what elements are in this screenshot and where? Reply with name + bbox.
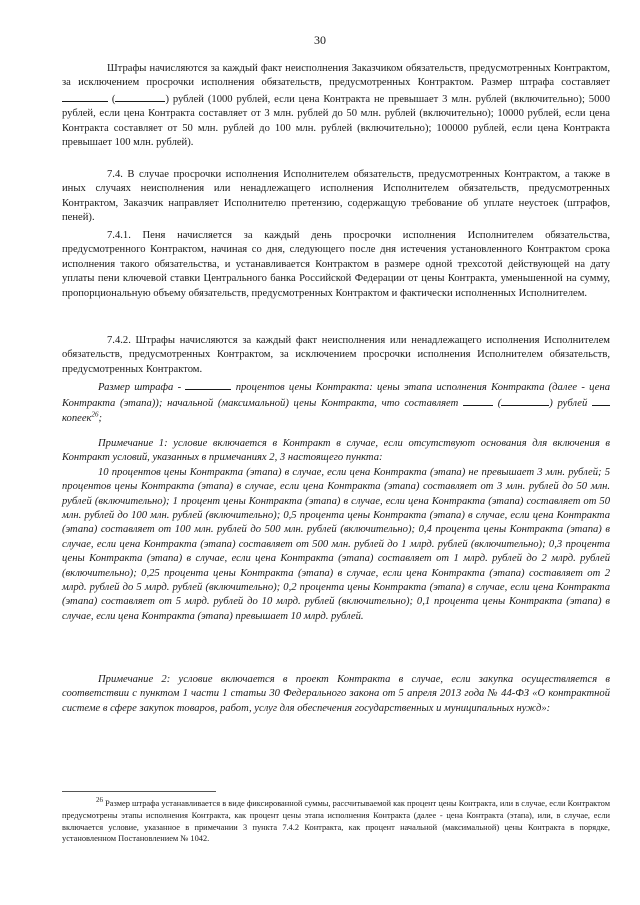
clause-text: Размер штрафа - bbox=[98, 382, 182, 393]
clause-7-4 bbox=[62, 168, 610, 226]
fine-size-clause bbox=[62, 379, 610, 426]
clause-text: копеек bbox=[62, 412, 92, 424]
clause-text: ( bbox=[497, 398, 502, 410]
clause-text: ; bbox=[98, 412, 103, 424]
rubles-blank bbox=[463, 395, 493, 406]
percent-blank bbox=[185, 379, 231, 390]
page-number: 30 bbox=[314, 33, 326, 47]
footnote-marker: 26 bbox=[96, 796, 103, 805]
clause-text: ) рублей bbox=[549, 398, 588, 410]
footnote-text: Размер штрафа устанавливается в виде фиксированной суммы, рассчитываемой как процент цены Контракта, или в случае, если Контрактом предусмотрены этапы исполнения Контракта, как процент цены этапа исполнения Контракта (далее - цена Контракта (этапа), или, в случае, если включается условие, указанное в примечании 3 пункта 7.4.2 Контракта, как процент начальной (максимальной) цены Контракта в порядке, установленном Постановлением № 1042. bbox=[62, 799, 610, 844]
fine-amount-blank bbox=[62, 91, 108, 102]
note-2 bbox=[62, 673, 610, 716]
note-body: Примечание 2: условие включается в проект Контракта в случае, если закупка осуществляется в соответствии с пунктом 1 части 1 статьи 30 Федерального закона от 5 апреля 2013 года № 44-ФЗ «О контрактной системе в сфере закупок товаров, работ, услуг для обеспечения государственных и муниципальных нужд»: bbox=[62, 674, 610, 714]
clause-7-4-2 bbox=[62, 334, 610, 377]
clause-customer-fines bbox=[62, 62, 610, 150]
note-1 bbox=[62, 437, 610, 624]
clause-text: ( bbox=[111, 93, 116, 105]
footnote bbox=[62, 798, 610, 845]
footnote-ref: 26 bbox=[91, 410, 99, 419]
clause-text: 7.4. В случае просрочки исполнения Исполнителем обязательств, предусмотренных Контрактом, а также в иных случаях неисполнения или ненадлежащего исполнения Исполнителем обязательств, предусмотренных Контрактом, Заказчик направляет Исполнителю претензию, содержащую требование об уплате неустоек (штрафов, пеней). bbox=[62, 169, 610, 224]
clause-text: 7.4.2. Штрафы начисляются за каждый факт неисполнения или ненадлежащего исполнения Исполнителем обязательств, предусмотренных Контрактом, за исключением просрочки исполнения Исполнителем обязательств, предусмотренных Контрактом. bbox=[62, 335, 610, 375]
footnote-separator bbox=[62, 791, 216, 792]
clause-7-4-1 bbox=[62, 229, 610, 301]
note-heading: Примечание 1: условие включается в Контракт в случае, если отсутствуют основания для включения в Контракт условий, указанных в примечаниях 2, 3 настоящего пункта: bbox=[62, 438, 610, 464]
clause-text: ) рублей (1000 рублей, если цена Контракта не превышает 3 млн. рублей (включительно); 5000 рублей, если цена Контракта составляет от 3 млн. рублей до 50 млн. рублей (включительно); 10000 рублей, если цена Контракта составляет от 50 млн. рублей до 100 млн. рублей (включительно); 100000 рублей, если цена Контракта превышает 100 млн. рублей). bbox=[62, 93, 610, 149]
fine-amount-words-blank bbox=[115, 91, 165, 102]
rubles-words-blank bbox=[501, 395, 549, 406]
clause-text: Штрафы начисляются за каждый факт неисполнения Заказчиком обязательств, предусмотренных Контрактом, за исключением просрочки исполнения обязательств, предусмотренных Контрактом. Размер штрафа составляет bbox=[62, 63, 610, 89]
note-body: 10 процентов цены Контракта (этапа) в случае, если цена Контракта (этапа) не превышает 3 млн. рублей; 5 процентов цены Контракта (этапа) в случае, если цена Контракта (этапа) составляет от 3 млн. рублей до 50 млн. рублей (включительно); 1 процент цены Контракта (этапа) в случае, если цена Контракта (этапа) составляет от 50 млн. рублей до 100 млн. рублей (включительно); 0,5 процента цены Контракта (этапа) в случае, если цена Контракта (этапа) составляет от 100 млн. рублей до 500 млн. рублей (включительно); 0,4 процента цены Контракта (этапа) в случае, если цена Контракта (этапа) составляет от 500 млн. рублей до 1 млрд. рублей (включительно); 0,3 процента цены Контракта (этапа) в случае, если цена Контракта (этапа) составляет от 1 млрд. рублей до 2 млрд. рублей (включительно); 0,25 процента цены Контракта (этапа) в случае, если цена Контракта (этапа) составляет от 2 млрд. рублей до 5 млрд. рублей (включительно); 0,2 процента цены Контракта (этапа) в случае, если цена Контракта (этапа) составляет от 5 млрд. рублей до 10 млрд. рублей (включительно); 0,1 процента цены Контракта (этапа) в случае, если цена Контракта (этапа) превышает 10 млрд. рублей. bbox=[62, 466, 610, 622]
kopecks-blank bbox=[592, 395, 610, 406]
clause-text: 7.4.1. Пеня начисляется за каждый день просрочки исполнения Исполнителем обязательства, предусмотренного Контрактом, начиная со дня, следующего после дня истечения установленного Контрактом срока исполнения такого обязательства, и устанавливается Контрактом в размере одной трехсотой действующей на дату уплаты пени ключевой ставки Центрального банка Российской Федерации от цены Контракта, уменьшенной на сумму, пропорциональную объему обязательств, предусмотренных Контрактом и фактически исполненных Исполнителем. bbox=[62, 230, 610, 299]
clause-text: процентов цены Контракта: цены этапа исполнения Контракта (далее - цена Контракта (этапа)); начальной (максимальной) цены Контракта, что составляет bbox=[62, 382, 611, 410]
